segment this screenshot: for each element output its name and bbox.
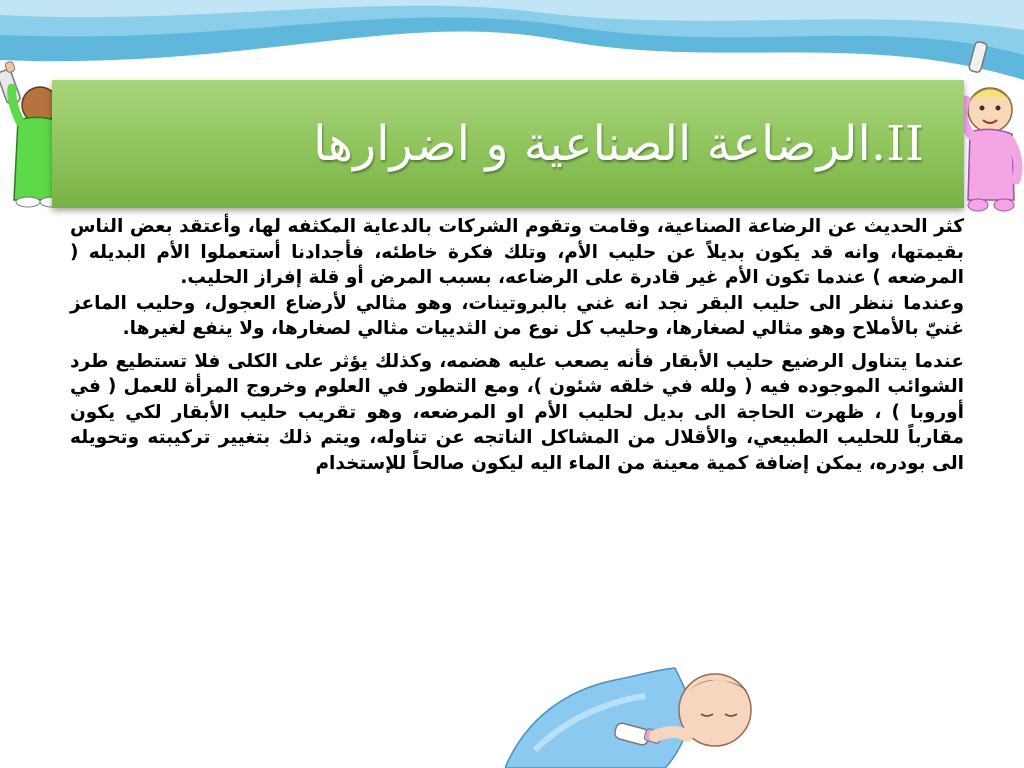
title-banner (52, 80, 964, 208)
slide-body (70, 214, 964, 476)
title-text: الرضاعة الصناعية و اضرارها (313, 116, 871, 172)
slide-title (313, 102, 924, 186)
title-number: II. (870, 116, 924, 172)
body-paragraph-2: وعندما ننظر الى حليب البقر نجد انه غني بالبروتينات، وهو مثالي لأرضاع العجول، وحليب الماعز غنيّ بالأملاح وهو مثالي لصغارها، وحليب كل نوع من الثدييات مثالي لصغارها، ولا ينفع لغيرها. (70, 292, 964, 339)
body-paragraph-3: عندما يتناول الرضيع حليب الأبقار فأنه يصعب عليه هضمه، وكذلك يؤثر على الكلى فلا تستطيع طرد الشوائب الموجوده فيه ( ولله في خلقه شئون )، ومع التطور في العلوم وخروج المرأة للعمل ( في أوروبا ) ، ظهرت الحاجة الى بديل لحليب الأم او المرضعه، وهو تقريب حليب الأبقار لكي يكون مقارباً للحليب الطبيعي، والأقلال من المشاكل الناتجه عن تناوله، ويتم ذلك بتغيير تركيبته وتحويله الى بودره، يمكن إضافة كمية معينة من الماء اليه ليكون صالحاً للإستخدام (70, 350, 964, 474)
body-paragraph-1: كثر الحديث عن الرضاعة الصناعية، وقامت وتقوم الشركات بالدعاية المكثفه لها، وأعتقد بعض الناس بقيمتها، وانه قد يكون بديلاً عن حليب الأم، وتلك فكرة خاطئه، فأجدادنا أستعملوا الأم البديله ( المرضعه ) عندما تكون الأم غير قادرة على الرضاعه، بسبب المرض أو قلة إفراز الحليب. (70, 216, 964, 288)
sleeping-baby-icon (505, 640, 765, 768)
